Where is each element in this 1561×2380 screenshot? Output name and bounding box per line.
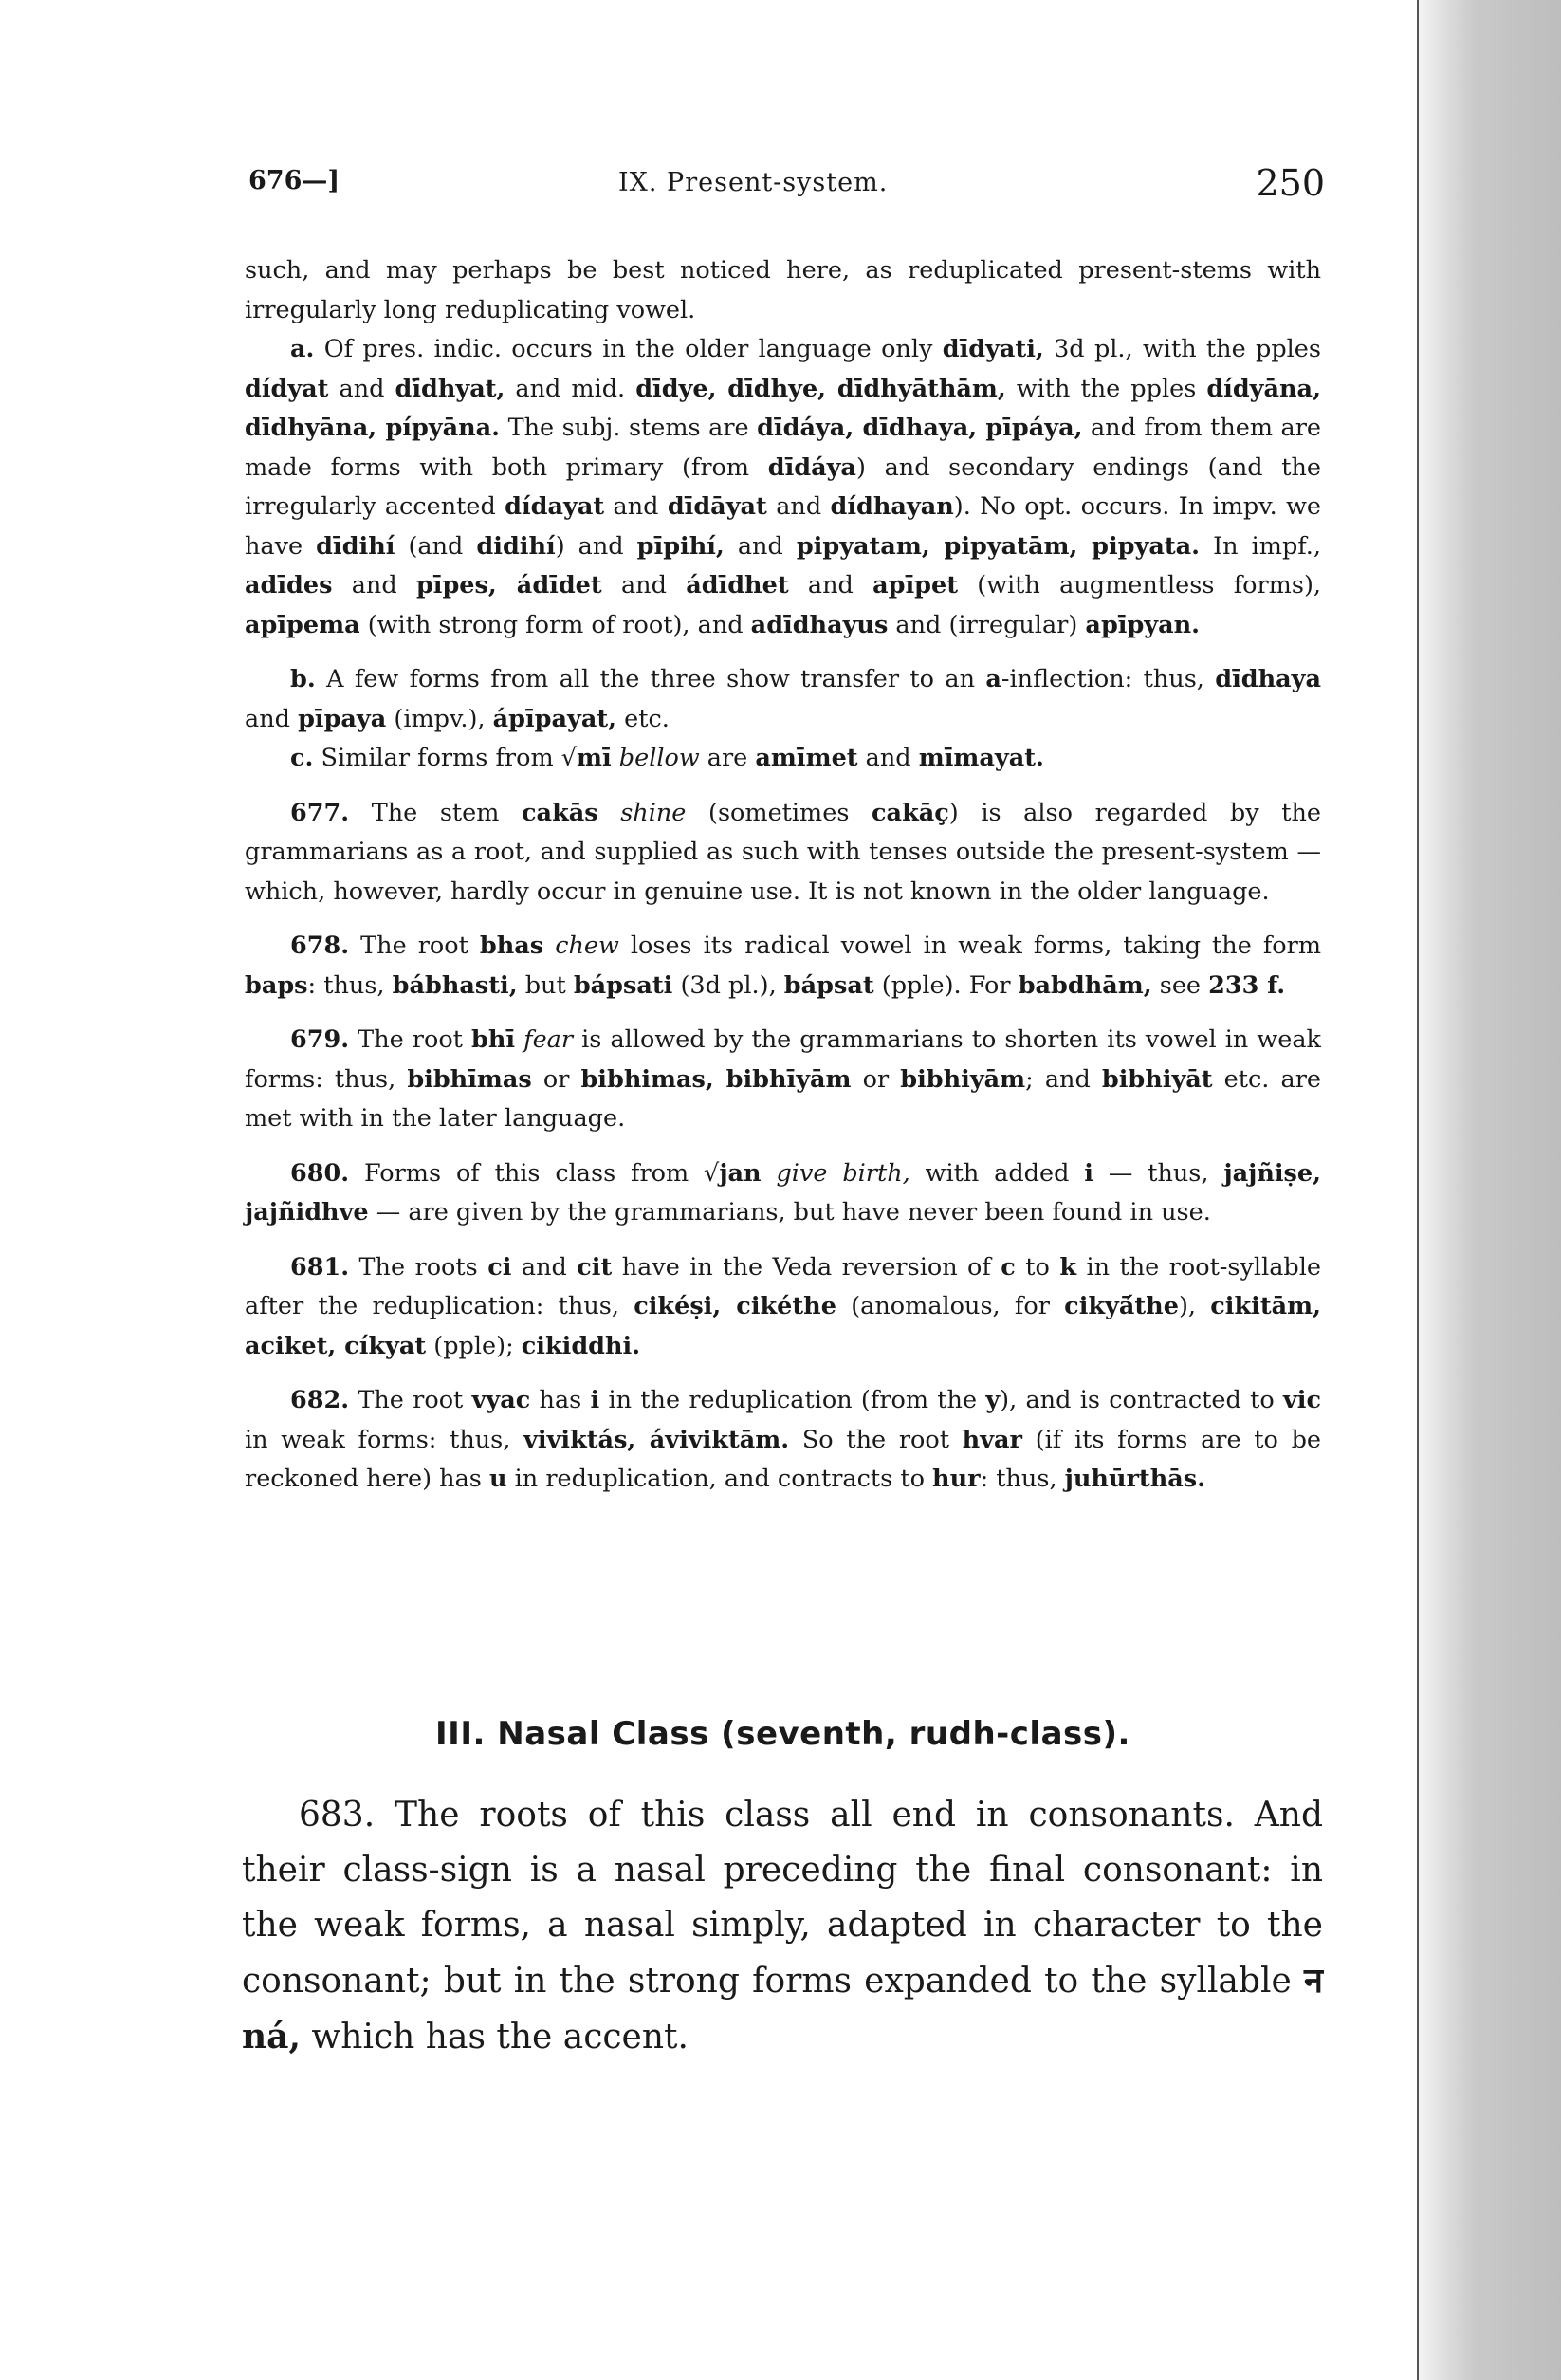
page-edge	[1419, 0, 1561, 2380]
text-run: (impv.),	[386, 704, 493, 733]
term: cikitām, aciket, cíkyat	[245, 1292, 1321, 1360]
term: pīpes, ádīdet	[415, 571, 602, 600]
term: bibhiyāt	[1101, 1064, 1213, 1094]
text-run: So the root	[789, 1425, 963, 1454]
text-run: (with augmentless forms),	[957, 571, 1322, 600]
term: jan	[719, 1158, 762, 1188]
text-run: : thus,	[307, 970, 393, 1000]
paragraph-677	[245, 794, 1321, 913]
term: i	[590, 1386, 600, 1414]
page-number: 250	[1256, 162, 1325, 204]
text-run: to	[1015, 1252, 1060, 1282]
text-run	[612, 744, 619, 772]
text-run: and (irregular)	[888, 610, 1086, 639]
term: amīmet	[755, 744, 858, 772]
text-run: etc. are met with in the later language.	[245, 1064, 1321, 1133]
term: cakās	[522, 798, 598, 827]
text-run: (pple). For	[873, 970, 1019, 1000]
text-run	[543, 932, 555, 960]
text-run: in the reduplication (from the	[599, 1386, 986, 1414]
term: dīdáya, dīdhaya, pīpáya,	[757, 414, 1083, 442]
term: hur	[932, 1465, 981, 1493]
term: bibhimas, bibhīyām	[580, 1064, 852, 1094]
paragraph-683-block	[242, 1788, 1323, 2065]
term: apīpet	[872, 571, 958, 600]
text-run: etc.	[616, 704, 670, 733]
term: dīdyati,	[942, 335, 1044, 363]
term: bibhiyām	[900, 1064, 1026, 1094]
text-run: has	[530, 1386, 591, 1414]
term: cakāç	[872, 798, 949, 827]
text-run: In impf.,	[1200, 531, 1322, 561]
text-run: and from them are made forms with both primary (from	[245, 414, 1321, 482]
term: dídyāna, dīdhyāna, pípyāna.	[245, 374, 1321, 442]
text-run: (3d pl.),	[672, 970, 784, 1000]
term: juhūrthās.	[1064, 1465, 1206, 1493]
term: b.	[290, 665, 316, 693]
term: ápīpayat,	[492, 704, 617, 733]
term: bhas	[479, 932, 544, 960]
term: 682.	[290, 1386, 350, 1414]
text-run	[515, 1025, 523, 1054]
text-run: 3d pl., with the pples	[1043, 335, 1321, 363]
term: baps	[245, 970, 308, 1000]
text-run: Of pres. indic. occurs in the older language only	[314, 335, 943, 363]
text-run: (if its forms are to be reckoned here) has	[245, 1425, 1321, 1493]
gloss: fear	[523, 1025, 574, 1054]
text-run: and	[511, 1252, 578, 1282]
paragraph-680	[245, 1154, 1321, 1233]
term: cikéṣi, cikéthe	[634, 1292, 836, 1320]
text-run: such, and may perhaps be best noticed here, as reduplicated present-stems with irregularly long reduplicating vowel.	[245, 256, 1321, 324]
term: cit	[577, 1252, 613, 1282]
text-run: and	[857, 744, 919, 772]
term: dīdhaya	[1215, 665, 1321, 693]
term: adīdes	[245, 571, 333, 600]
term: a	[985, 665, 1001, 693]
paragraph-679	[245, 1021, 1321, 1139]
paragraph-682	[245, 1381, 1321, 1500]
term: bibhīmas	[407, 1064, 532, 1094]
text-run: The subj. stems are	[500, 414, 758, 442]
term: cikiddhi.	[521, 1331, 641, 1360]
term: bhī	[471, 1025, 516, 1054]
term: dídayat	[505, 492, 605, 521]
text-run: — thus,	[1093, 1158, 1224, 1188]
paragraph-678	[245, 927, 1321, 1006]
term: ci	[487, 1252, 512, 1282]
term: mīmayat.	[918, 744, 1044, 772]
text-run: 683. The roots of this class all end in consonants. And their class-sign is a nasal preceding the final consonant: in the weak forms, a nasal simply, adapted in character to the consonant; but in the strong forms expanded to the syllable	[242, 1796, 1323, 2001]
text-run: have in the Veda reversion of	[612, 1252, 1001, 1282]
text-run: The root	[349, 1025, 472, 1054]
text-run: which has the accent.	[301, 2018, 689, 2057]
term: 680.	[290, 1158, 350, 1188]
text-run: — are given by the grammarians, but have never been found in use.	[368, 1198, 1211, 1227]
paragraph-681	[245, 1248, 1321, 1367]
term: didihí	[476, 531, 556, 561]
text-run: and	[766, 492, 831, 521]
text-run: ; and	[1025, 1064, 1102, 1094]
text-run: see	[1151, 970, 1209, 1000]
term: apīpema	[245, 610, 360, 639]
section-reference: 676—]	[248, 166, 340, 195]
text-run: with added	[909, 1158, 1085, 1188]
term: apīpyan.	[1085, 610, 1201, 639]
text-run	[598, 799, 621, 827]
term: bápsati	[573, 970, 673, 1000]
text-run: and	[332, 571, 416, 600]
text-run: in the root-syllable after the reduplication: thus,	[245, 1252, 1322, 1320]
text-run: (and	[395, 531, 477, 561]
text-run: (with strong form of root), and	[359, 610, 751, 639]
text-run: -inflection: thus,	[1001, 665, 1216, 693]
text-run: ),	[1178, 1292, 1211, 1320]
term: dídhayan	[830, 492, 954, 521]
term: viviktás, áviviktām.	[523, 1425, 790, 1454]
term: न ná,	[242, 1961, 1323, 2057]
text-run: and	[328, 374, 395, 403]
section-heading: III. Nasal Class (seventh, rudh-class).	[435, 1715, 1130, 1753]
text-run: and	[788, 571, 873, 600]
gloss: bellow	[618, 744, 700, 772]
term: 681.	[290, 1252, 350, 1282]
text-run: and mid.	[505, 374, 636, 403]
term: ádīdhet	[686, 571, 789, 600]
term: bábhasti,	[392, 970, 518, 1000]
text-run: The roots	[349, 1252, 488, 1282]
term: dīdāyat	[667, 492, 767, 521]
term: hvar	[962, 1425, 1022, 1454]
paragraph-683	[242, 1788, 1323, 2065]
text-run: ). No opt. occurs. In impv. we have	[245, 492, 1321, 561]
term: u	[488, 1465, 507, 1493]
text-run: and	[604, 492, 668, 521]
gloss: shine	[620, 798, 687, 827]
text-run: are	[699, 744, 756, 772]
text-run: with the pples	[1005, 374, 1207, 403]
term: dídyat	[245, 374, 329, 403]
term: 677.	[290, 798, 350, 827]
running-title: IX. Present-system.	[618, 168, 889, 197]
text-run: The root	[349, 932, 480, 960]
page-header	[248, 157, 1325, 213]
term: bápsat	[783, 970, 874, 1000]
term: k	[1059, 1252, 1076, 1282]
term: c.	[290, 744, 314, 772]
term: babdhām,	[1018, 970, 1152, 1000]
paragraph-c	[245, 739, 1321, 779]
gloss: chew	[555, 932, 619, 960]
term: dīdihí	[316, 531, 395, 561]
term: 679.	[290, 1025, 350, 1054]
term: i	[1084, 1158, 1093, 1188]
text-run: in weak forms: thus,	[245, 1425, 524, 1454]
gloss: give birth,	[776, 1158, 910, 1188]
text-run: loses its radical vowel in weak forms, taking the form	[618, 932, 1322, 960]
text-run: The stem	[349, 798, 523, 827]
term: c	[1001, 1252, 1016, 1282]
term: cikyā́the	[1064, 1292, 1179, 1320]
text-run: is allowed by the grammarians to shorten its vowel in weak forms: thus,	[245, 1025, 1321, 1094]
term: adīdhayus	[750, 610, 889, 639]
term: pīpaya	[298, 704, 387, 733]
text-run: (sometimes	[686, 798, 872, 827]
term: dīdye, dīdhye, dīdhyāthām,	[635, 374, 1006, 403]
term: vic	[1282, 1386, 1321, 1414]
term: pīpihí,	[636, 531, 725, 561]
text-run: and	[724, 531, 797, 561]
text-run: and	[245, 704, 299, 733]
text-run: but	[517, 970, 574, 1000]
text-run: ) and secondary endings (and the irregularly accented	[245, 452, 1321, 521]
text-run: ) and	[555, 531, 637, 561]
text-run: or	[531, 1064, 581, 1094]
text-run: and	[601, 571, 687, 600]
text-run: : thus,	[980, 1465, 1065, 1493]
text-run: in reduplication, and contracts to	[506, 1465, 933, 1493]
term: jajñiṣe, jajñidhve	[245, 1158, 1322, 1227]
text-run: A few forms from all the three show transfer to an	[315, 665, 986, 693]
term: dī́dhyat,	[395, 374, 505, 403]
body-text	[245, 251, 1321, 1500]
term: pipyatam, pipyatām, pipyata.	[796, 531, 1201, 561]
text-run: ) is also regarded by the grammarians as a root, and supplied as such with tenses outside the present-system — which, however, hardly occur in genuine use. It is not known in the older language.	[245, 798, 1321, 906]
term: mī	[577, 744, 612, 772]
text-run	[762, 1159, 777, 1188]
text-run: or	[851, 1064, 901, 1094]
term: vyac	[471, 1386, 531, 1414]
term: 678.	[290, 932, 350, 960]
paragraph-b	[245, 660, 1321, 739]
text-run: (anomalous, for	[836, 1292, 1065, 1320]
text-run: The root	[349, 1386, 472, 1414]
term: 233 f.	[1208, 970, 1286, 1000]
text-run: ), and is contracted to	[1000, 1386, 1283, 1414]
paragraph-intro	[245, 251, 1321, 330]
text-run: (pple);	[426, 1331, 522, 1360]
term: a.	[290, 335, 315, 363]
paragraph-a	[245, 330, 1321, 645]
term: y	[985, 1386, 1001, 1414]
text-run: Similar forms from √	[313, 744, 577, 772]
text-run: Forms of this class from √	[349, 1158, 720, 1188]
term: dīdáya	[767, 452, 856, 482]
